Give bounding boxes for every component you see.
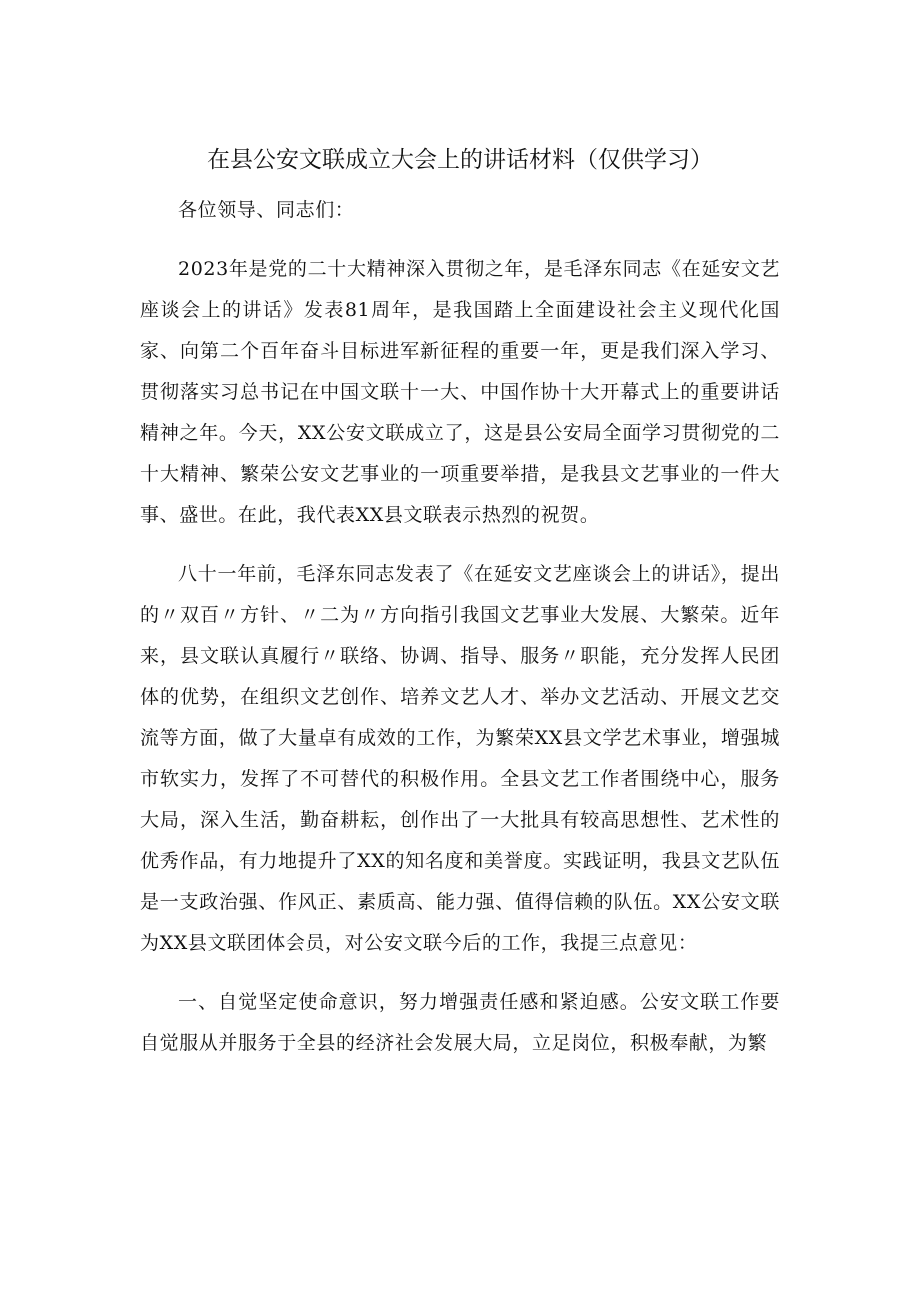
document-body: [140, 162, 780, 1064]
paragraph-3: 一、自觉坚定使命意识，努力增强责任感和紧迫感。公安文联工作要自觉服从并服务于全县的经济社会发展大局，立足岗位，积极奉献，为繁: [140, 991, 780, 1054]
paragraph-2: 八十一年前，毛泽东同志发表了《在延安文艺座谈会上的讲话》，提出的〃双百〃方针、〃二为〃方向指引我国文艺事业大发展、大繁荣。近年来，县文联认真履行〃联络、协调、指导、服务〃职能，充分发挥人民团体的优势，在组织文艺创作、培养文艺人才、举办文艺活动、开展文艺交流等方面，做了大量卓有成效的工作，为繁荣XX县文学艺术事业，增强城市软实力，发挥了不可替代的积极作用。全县文艺工作者围绕中心，服务大局，深入生活，勤奋耕耘，创作出了一大批具有较高思想性、艺术性的优秀作品，有力地提升了XX的知名度和美誉度。实践证明，我县文艺队伍是一支政治强、作风正、素质高、能力强、值得信赖的队伍。XX公安文联为XX县文联团体会员，对公安文联今后的工作，我提三点意见：: [140, 563, 780, 954]
document-title: 在县公安文联成立大会上的讲话材料（仅供学习）: [207, 147, 713, 173]
paragraph-1: 2023年是党的二十大精神深入贯彻之年，是毛泽东同志《在延安文艺座谈会上的讲话》发表81周年，是我国踏上全面建设社会主义现代化国家、向第二个百年奋斗目标进军新征程的重要一年，更是我们深入学习、贯彻落实习总书记在中国文联十一大、中国作协十大开幕式上的重要讲话精神之年。今天，XX公安文联成立了，这是县公安局全面学习贯彻党的二十大精神、繁荣公安文艺事业的一项重要举措，是我县文艺事业的一件大事、盛世。在此，我代表XX县文联表示热烈的祝贺。: [140, 258, 780, 526]
salutation: 各位领导、同志们：: [178, 199, 355, 221]
